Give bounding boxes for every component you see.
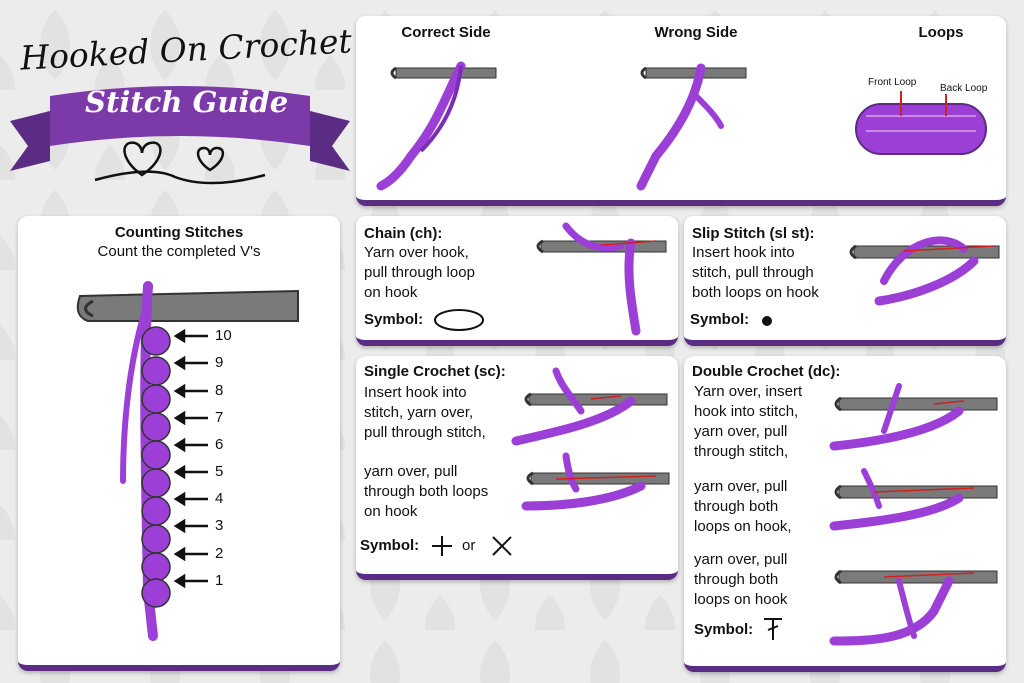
count-number: 10 — [215, 327, 232, 344]
stitch-sides-panel — [356, 16, 1006, 206]
double-crochet-line: yarn over, pull — [694, 551, 788, 568]
double-crochet-step3-illustration — [824, 551, 1002, 651]
slip-stitch-line: Insert hook into — [692, 244, 795, 261]
front-loop-label: Front Loop — [868, 77, 917, 88]
correct-side-illustration — [366, 56, 506, 196]
chain-line: Yarn over hook, — [364, 244, 469, 261]
loops-illustration — [846, 86, 996, 186]
slip-stitch-line: both loops on hook — [692, 284, 819, 301]
chain-line: on hook — [364, 284, 418, 301]
double-crochet-line: yarn over, pull — [694, 423, 788, 440]
count-number: 8 — [215, 382, 224, 399]
hearts-icon — [90, 135, 270, 195]
counting-subtitle: Count the completed V's — [97, 243, 261, 260]
x-symbol-icon — [490, 534, 514, 558]
single-crochet-line: pull through stitch, — [364, 424, 486, 441]
double-crochet-panel — [684, 356, 1006, 672]
wrong-side-illustration — [626, 56, 766, 196]
logo-title: Hooked On Crochet — [19, 21, 353, 78]
double-crochet-line: through stitch, — [694, 443, 789, 460]
count-number: 6 — [215, 436, 224, 453]
symbol-or-text: or — [462, 537, 476, 554]
single-crochet-symbol-label: Symbol: — [360, 537, 420, 554]
chain-illustration — [531, 221, 671, 336]
double-crochet-step1-illustration — [824, 376, 1002, 456]
wrong-side-header: Wrong Side — [654, 24, 738, 41]
back-loop-label: Back Loop — [940, 83, 988, 94]
double-crochet-line: loops on hook — [694, 591, 788, 608]
slip-stitch-line: stitch, pull through — [692, 264, 814, 281]
double-crochet-symbol-icon — [762, 616, 784, 642]
slip-stitch-title: Slip Stitch (sl st): — [692, 225, 815, 242]
counting-stitches-panel — [18, 216, 340, 671]
dot-symbol-icon — [760, 314, 774, 328]
slip-stitch-panel — [684, 216, 1006, 346]
single-crochet-line: through both loops — [364, 483, 489, 500]
single-crochet-step2-illustration — [516, 451, 676, 521]
slip-stitch-symbol-label: Symbol: — [690, 311, 750, 328]
single-crochet-line: Insert hook into — [364, 384, 467, 401]
chain-panel — [356, 216, 678, 346]
double-crochet-step2-illustration — [824, 466, 1002, 536]
single-crochet-title: Single Crochet (sc): — [364, 363, 506, 380]
single-crochet-panel — [356, 356, 678, 580]
single-crochet-line: yarn over, pull — [364, 463, 458, 480]
oval-symbol-icon — [432, 308, 486, 332]
double-crochet-line: through both — [694, 498, 779, 515]
logo — [0, 0, 353, 205]
double-crochet-line: yarn over, pull — [694, 478, 788, 495]
chain-line: pull through loop — [364, 264, 475, 281]
double-crochet-title: Double Crochet (dc): — [692, 363, 841, 380]
double-crochet-line: through both — [694, 571, 779, 588]
chain-count-illustration — [68, 281, 308, 651]
count-number: 9 — [215, 354, 224, 371]
logo-banner-text: Stitch Guide — [85, 85, 289, 119]
chain-title: Chain (ch): — [364, 225, 443, 242]
double-crochet-line: Yarn over, insert — [694, 383, 803, 400]
plus-symbol-icon — [430, 534, 454, 558]
count-number: 5 — [215, 463, 224, 480]
count-number: 2 — [215, 545, 224, 562]
single-crochet-step1-illustration — [511, 366, 671, 446]
counting-title: Counting Stitches — [114, 224, 244, 241]
loops-header: Loops — [918, 24, 964, 41]
chain-symbol-label: Symbol: — [364, 311, 424, 328]
count-number: 4 — [215, 490, 224, 507]
count-number: 3 — [215, 517, 224, 534]
count-number: 1 — [215, 572, 224, 589]
slip-stitch-illustration — [844, 221, 1004, 311]
single-crochet-line: stitch, yarn over, — [364, 404, 474, 421]
double-crochet-line: hook into stitch, — [694, 403, 799, 420]
single-crochet-line: on hook — [364, 503, 418, 520]
correct-side-header: Correct Side — [401, 24, 491, 41]
count-number: 7 — [215, 409, 224, 426]
double-crochet-symbol-label: Symbol: — [694, 621, 754, 638]
double-crochet-line: loops on hook, — [694, 518, 792, 535]
